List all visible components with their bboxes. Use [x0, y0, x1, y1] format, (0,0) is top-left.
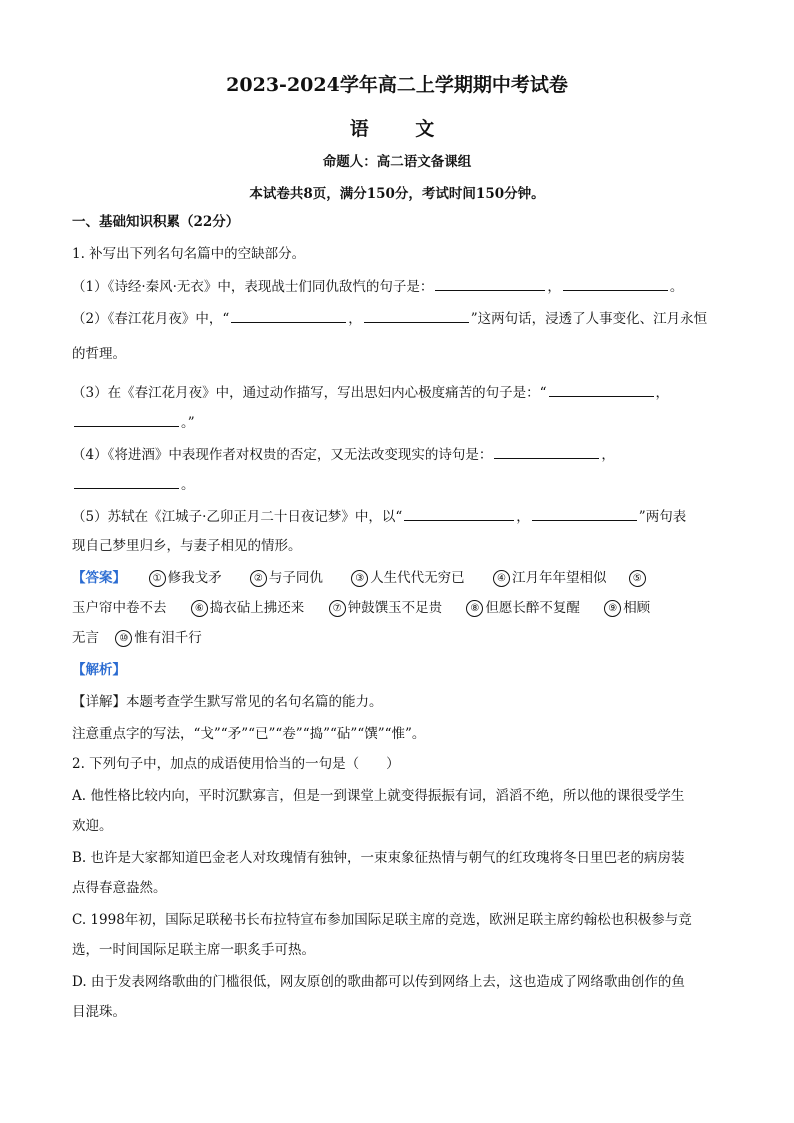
q1-s2-comma: ， [348, 311, 362, 327]
q1-sub-2-cont: 的哲理。 [72, 346, 126, 362]
q1-sub-4-cont [72, 474, 722, 495]
answer-item [149, 568, 222, 588]
answer-number: ⑤ [629, 570, 646, 587]
detail-label: 【详解】 [72, 694, 126, 710]
answer-blank[interactable] [231, 308, 346, 323]
q1-s3-text: （3）在《春江花月夜》中，通过动作描写，写出思妇内心极度痛苦的句子是：“ [72, 385, 547, 401]
option-d-line-2: 目混珠。 [72, 1004, 126, 1020]
q1-s5-comma: ， [516, 509, 530, 525]
answer-item [329, 598, 443, 618]
answer-blank[interactable] [549, 382, 654, 397]
answer-blank[interactable] [74, 474, 179, 489]
answer-item [351, 568, 465, 588]
option-b-line-2: 点得春意盎然。 [72, 880, 167, 896]
answer-number: ② [250, 570, 267, 587]
q1-sub-2 [72, 308, 722, 329]
q1-sub-1 [72, 276, 722, 297]
answer-blank[interactable] [494, 444, 599, 459]
option-d-line-1: D. 由于发表网络歌曲的门槛很低，网友原创的歌曲都可以传到网络上去，这也造成了网络歌曲创作的鱼 [72, 974, 685, 990]
analysis-detail [72, 692, 722, 712]
answer-text: 玉户帘中卷不去 [72, 600, 167, 616]
answer-blank[interactable] [74, 412, 179, 427]
exam-info: 本试卷共8页，满分150分，考试时间150分钟。 [249, 186, 545, 202]
answer-item [250, 568, 323, 588]
answer-number: ③ [351, 570, 368, 587]
q1-sub-5 [72, 506, 722, 527]
analysis-note: 注意重点字的写法，“戈”“矛”“已”“卷”“捣”“砧”“馔”“惟”。 [72, 726, 426, 742]
answer-line-3 [72, 628, 722, 648]
q1-s4-text: （4）《将进酒》中表现作者对权贵的否定，又无法改变现实的诗句是： [72, 447, 493, 463]
answer-text: 但愿长醉不复醒 [485, 600, 580, 616]
option-c-line-1: C. 1998年初，国际足联秘书长布拉特宣布参加国际足联主席的竞选，欧洲足联主席约翰松也积极参与竞 [72, 912, 692, 928]
answer-blank[interactable] [563, 276, 668, 291]
section-heading: 一、基础知识积累（22分） [72, 214, 240, 230]
answer-number: ⑨ [604, 600, 621, 617]
q1-s2-post: ”这两句话，浸透了人事变化、江月永恒 [470, 311, 708, 327]
answer-text: 无言 [72, 630, 99, 646]
analysis-label: 【解析】 [72, 662, 126, 678]
answer-text: 惟有泪千行 [134, 630, 202, 646]
answer-blank[interactable] [404, 506, 514, 521]
q1-s3-comma: ， [655, 385, 669, 401]
answer-number: ④ [493, 570, 510, 587]
option-a-line-2: 欢迎。 [72, 818, 113, 834]
q1-s5-text: （5）苏轼在《江城子·乙卯正月二十日夜记梦》中，以“ [72, 509, 403, 525]
answer-blank[interactable] [435, 276, 545, 291]
answer-number: ⑥ [191, 600, 208, 617]
detail-text: 本题考查学生默写常见的名句名篇的能力。 [126, 694, 383, 710]
answer-text: 钟鼓馔玉不足贵 [347, 600, 443, 616]
q1-sub-4 [72, 444, 722, 465]
question-2-stem: 2. 下列句子中，加点的成语使用恰当的一句是（ ） [72, 756, 400, 772]
q1-s1-comma: ， [547, 279, 561, 295]
q1-s3-end: 。” [181, 415, 195, 431]
answer-text: 相顾 [623, 600, 651, 616]
exam-title: 2023-2024学年高二上学期期中考试卷 [226, 74, 568, 96]
author-line: 命题人：高二语文备课组 [322, 154, 472, 170]
answer-label: 【答案】 [72, 570, 126, 586]
answer-item [466, 598, 580, 618]
q1-sub-5-cont: 现自己梦里归乡，与妻子相见的情形。 [72, 538, 302, 554]
q1-sub-3 [72, 382, 722, 403]
q1-s1-text: （1）《诗经·秦风·无衣》中，表现战士们同仇敌忾的句子是： [72, 279, 434, 295]
answer-text: 人生代代无穷已 [370, 570, 465, 586]
answer-text: 捣衣砧上拂还来 [209, 600, 305, 616]
answer-item [493, 568, 607, 588]
answer-line-1 [72, 568, 722, 588]
q1-s5-post: ”两句表 [638, 509, 687, 525]
answer-blank[interactable] [364, 308, 469, 323]
q1-s4-comma: ， [601, 447, 615, 463]
q1-s4-end: 。 [181, 477, 195, 493]
answer-text: 江月年年望相似 [511, 570, 607, 586]
answer-blank[interactable] [532, 506, 637, 521]
answer-number: ⑩ [115, 630, 132, 647]
answer-line-2 [72, 598, 722, 618]
answer-number: ① [149, 570, 166, 587]
q1-s2-text: （2）《春江花月夜》中，“ [72, 311, 230, 327]
q1-s1-end: 。 [669, 279, 684, 295]
option-c-line-2: 选，一时间国际足联主席一职炙手可热。 [72, 942, 315, 958]
answer-item [115, 628, 202, 648]
option-b-line-1: B. 也许是大家都知道巴金老人对玫瑰情有独钟，一束束象征热情与朝气的红玫瑰将冬日里巴老的病房装 [72, 850, 685, 866]
answer-text: 修我戈矛 [167, 570, 222, 586]
question-1-stem: 1. 补写出下列名句名篇中的空缺部分。 [72, 246, 306, 262]
q1-sub-3-cont [72, 412, 722, 433]
option-a-line-1: A. 他性格比较内向，平时沉默寡言，但是一到课堂上就变得振振有词，滔滔不绝，所以他的课很受学生 [72, 788, 685, 804]
subject-title: 语 文 [349, 118, 455, 140]
answer-number: ⑦ [329, 600, 346, 617]
answer-item [604, 598, 650, 618]
answer-item [191, 598, 305, 618]
answer-text: 与子同仇 [268, 570, 323, 586]
answer-number: ⑧ [466, 600, 483, 617]
